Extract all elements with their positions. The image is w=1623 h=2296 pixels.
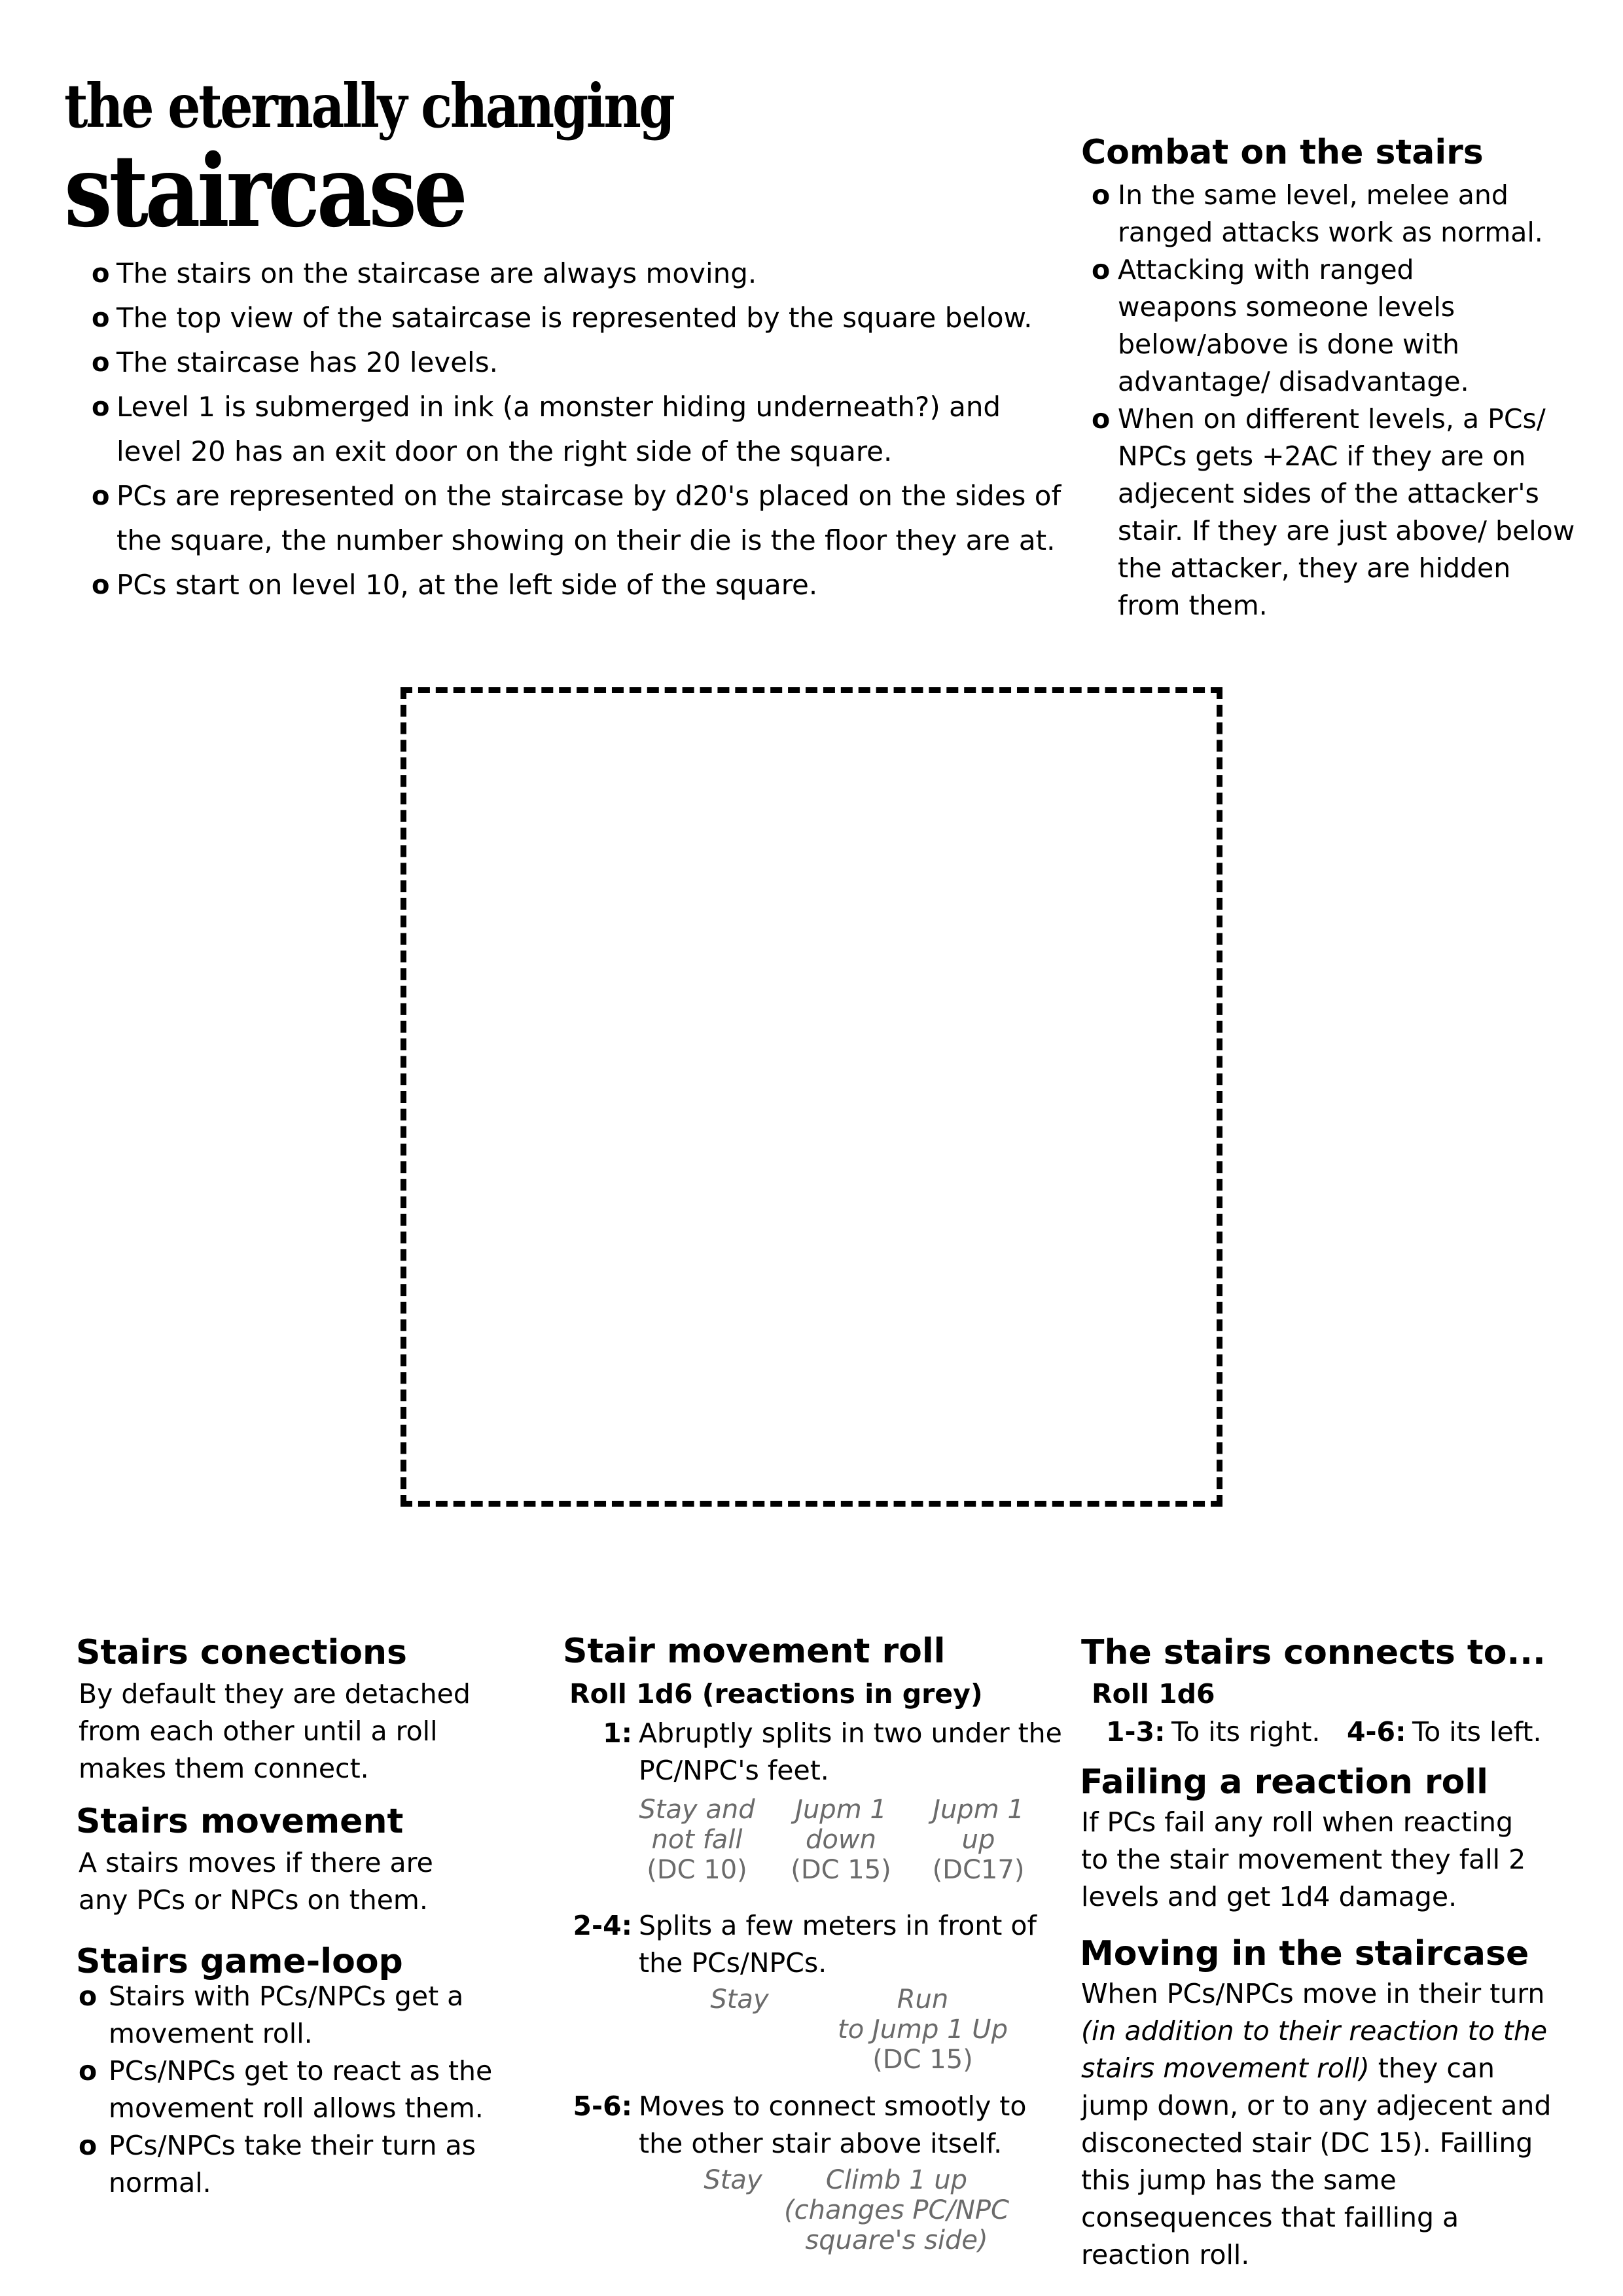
combat-item — [1092, 251, 1537, 401]
reaction-label: Climb 1 up — [825, 2165, 968, 2195]
connects-right-number: 1-3: — [1106, 1716, 1166, 1748]
roll-2-4-reaction-stay — [674, 1984, 805, 2015]
combat-list — [1092, 177, 1576, 624]
moving-text-part-2: they can jump down, or to any adjecent and disconected stair (DC 15). Failling this jump has the same consequences that failling a reaction roll. — [1081, 2053, 1552, 2270]
intro-item-text: PCs are represented on the staircase by d20's placed on the sides of the square, the number showing on their die is the floor they are at. — [116, 480, 1061, 556]
combat-item — [1092, 177, 1563, 251]
bullet-icon: o — [92, 348, 110, 378]
roll-1-reaction-jump-up — [913, 1795, 1044, 1885]
gameloop-item — [79, 1978, 534, 2053]
gameloop-item-text: PCs/NPCs get to react as the movement roll allows them. — [109, 2055, 493, 2124]
intro-item-text: The top view of the sataircase is represented by the square below. — [116, 302, 1033, 334]
movement-roll-subtitle: Roll 1d6 (reactions in grey) — [569, 1678, 983, 1710]
intro-item-text: PCs start on level 10, at the left side of the square. — [116, 569, 818, 601]
intro-item — [92, 385, 1052, 474]
intro-item-text: Level 1 is submerged in ink (a monster hiding underneath?) and level 20 has an exit door on the right side of the square. — [116, 391, 1001, 467]
reaction-label: Jupm 1 — [795, 1795, 887, 1825]
roll-2-4-text: Splits a few meters in front of the PCs/NPCs. — [639, 1910, 1037, 1979]
reaction-label: Run — [897, 1984, 949, 2015]
connections-text: By default they are detached from each other until a roll makes them connect. — [79, 1678, 471, 1784]
gameloop-item-text: PCs/NPCs take their turn as normal. — [109, 2130, 476, 2198]
combat-item — [1092, 401, 1576, 624]
moving-heading: Moving in the staircase — [1080, 1934, 1529, 1973]
connects-right-text: To its right. — [1171, 1716, 1321, 1748]
bullet-icon: o — [92, 259, 110, 289]
bullet-icon: o — [92, 570, 110, 600]
staircase-square — [401, 687, 1222, 1507]
moving-text-part-1: When PCs/NPCs move in their turn — [1081, 1978, 1545, 2009]
gameloop-item-text: Stairs with PCs/NPCs get a movement roll. — [109, 1981, 464, 2049]
roll-1-text: Abruptly splits in two under the PC/NPC's feet. — [639, 1717, 1062, 1786]
roll-2-4-reaction-run — [825, 1984, 1021, 2075]
combat-item-text: Attacking with ranged weapons someone levels below/above is done with advantage/ disadvantage. — [1118, 254, 1469, 397]
bullet-icon: o — [92, 481, 110, 511]
intro-item — [92, 296, 1073, 340]
bullet-icon: o — [1092, 403, 1111, 435]
bullet-icon: o — [79, 1981, 98, 2012]
connects-to-heading: The stairs connects to... — [1081, 1633, 1546, 1672]
bullet-icon: o — [1092, 179, 1111, 211]
connects-to-subtitle: Roll 1d6 — [1092, 1678, 1215, 1710]
combat-item-text: In the same level, melee and ranged attacks work as normal. — [1118, 179, 1543, 248]
roll-2-4-number: 2-4: — [573, 1910, 632, 1941]
intro-item — [92, 340, 1073, 385]
gameloop-item — [79, 2053, 554, 2127]
reaction-dc: (DC 10) — [647, 1855, 747, 1885]
intro-item-text: The stairs on the staircase are always moving. — [116, 257, 757, 289]
combat-item-text: When on different levels, a PCs/ NPCs gets +2AC if they are on adjecent sides of the attacker's stair. If they are just above/ below the attacker, they are hidden from them. — [1118, 403, 1575, 621]
reaction-label: to Jump 1 Up — [838, 2015, 1008, 2045]
reaction-dc: (DC 15) — [791, 1855, 891, 1885]
connects-left-text: To its left. — [1412, 1716, 1542, 1748]
reaction-label: square's side) — [805, 2225, 988, 2255]
failing-heading: Failing a reaction roll — [1080, 1763, 1488, 1802]
bullet-icon: o — [79, 2130, 98, 2161]
connections-heading: Stairs conections — [76, 1633, 407, 1672]
reaction-label: Stay — [704, 2165, 762, 2195]
moving-text — [1081, 1975, 1569, 2274]
roll-1-reaction-stay — [628, 1795, 766, 1885]
movement-heading: Stairs movement — [76, 1802, 404, 1841]
page-title-line-2: staircase — [64, 132, 465, 249]
reaction-label: Stay — [710, 1984, 769, 2015]
intro-item — [92, 474, 1098, 563]
reaction-dc: (DC17) — [932, 1855, 1025, 1885]
roll-1-number: 1: — [603, 1717, 632, 1749]
bullet-icon: o — [92, 392, 110, 422]
movement-text: A stairs moves if there are any PCs or NPCs on them. — [79, 1847, 433, 1916]
reaction-label: Stay and — [639, 1795, 755, 1825]
reaction-label: (changes PC/NPC — [784, 2195, 1009, 2225]
reaction-label: down — [806, 1825, 876, 1855]
failing-text: If PCs fail any roll when reacting to the stair movement they fall 2 levels and get 1d4 damage. — [1081, 1806, 1526, 1912]
gameloop-heading: Stairs game-loop — [76, 1942, 403, 1981]
connects-left-number: 4-6: — [1347, 1716, 1406, 1748]
reaction-label: not fall — [651, 1825, 743, 1855]
roll-5-6-reaction-climb — [772, 2165, 1021, 2255]
roll-5-6-number: 5-6: — [573, 2090, 632, 2122]
reaction-label: Jupm 1 — [933, 1795, 1024, 1825]
gameloop-list — [79, 1978, 524, 2202]
movement-roll-heading: Stair movement roll — [563, 1632, 946, 1671]
page-title-line-1: the eternally changing — [64, 71, 673, 141]
moving-text-italic: (in addition to their reaction to the stairs movement roll) — [1081, 2015, 1548, 2084]
intro-item — [92, 563, 1073, 607]
intro-item — [92, 251, 1073, 296]
reaction-label: up — [961, 1825, 995, 1855]
gameloop-item — [79, 2127, 534, 2202]
roll-1-reaction-jump-down — [776, 1795, 906, 1885]
bullet-icon: o — [79, 2055, 98, 2087]
roll-5-6-text: Moves to connect smootly to the other stair above itself. — [639, 2090, 1027, 2159]
reaction-dc: (DC 15) — [872, 2045, 973, 2075]
intro-item-text: The staircase has 20 levels. — [116, 346, 498, 378]
bullet-icon: o — [92, 303, 110, 333]
bullet-icon: o — [1092, 254, 1111, 285]
intro-list — [92, 251, 1073, 607]
combat-heading: Combat on the stairs — [1081, 133, 1484, 172]
